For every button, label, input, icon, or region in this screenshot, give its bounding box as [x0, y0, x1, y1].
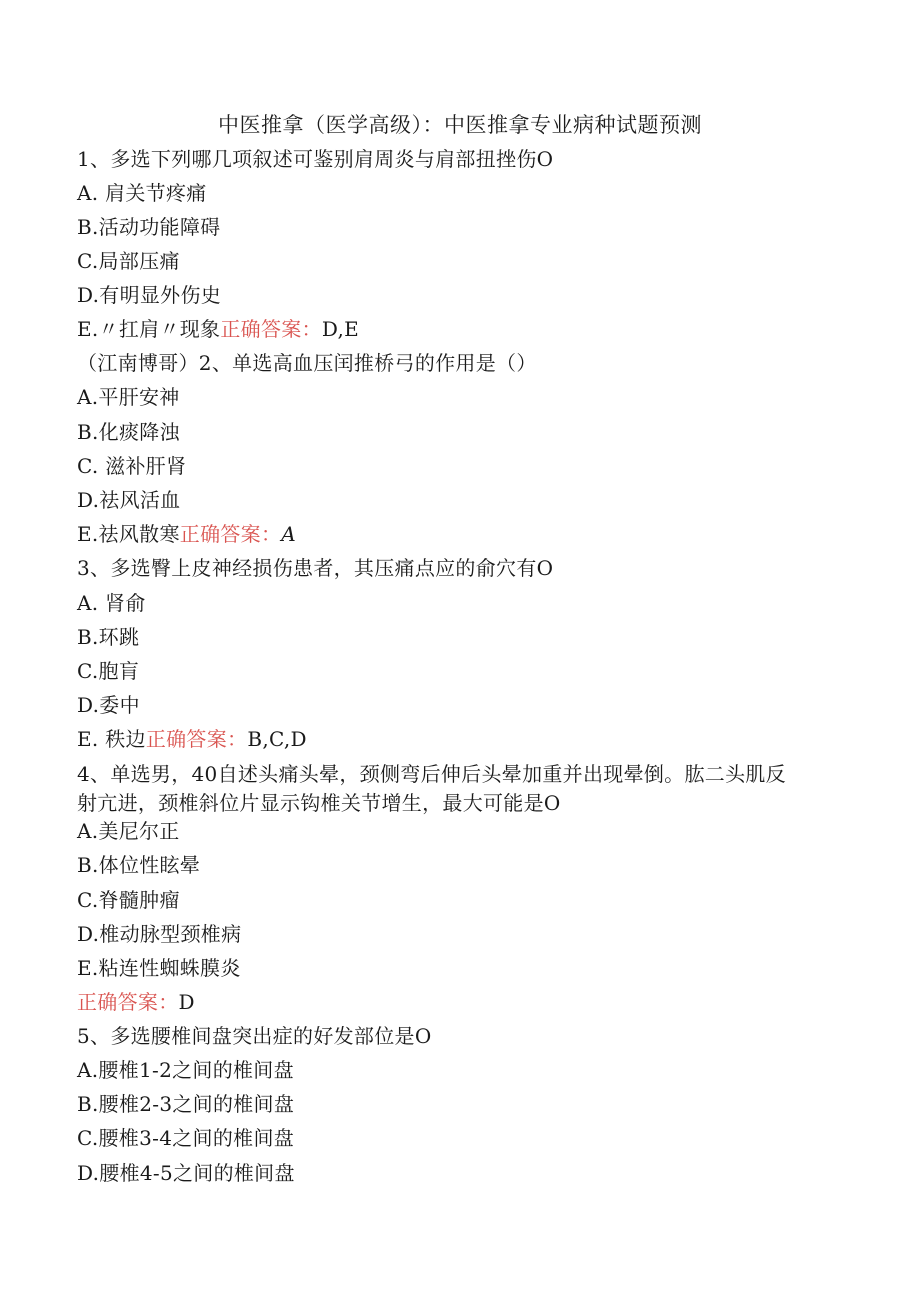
question-5-option-a: A.腰椎1-2之间的椎间盘: [77, 1058, 294, 1082]
question-4-option-a: A.美尼尔正: [77, 819, 180, 843]
question-1-option-a: A. 肩关节疼痛: [77, 181, 207, 205]
question-5-option-c: C.腰椎3-4之间的椎间盘: [77, 1126, 295, 1150]
answer-label: 正确答案：: [179, 522, 282, 546]
question-4-option-d: D.椎动脉型颈椎病: [77, 922, 242, 946]
answer-label: 正确答案：: [220, 317, 322, 341]
question-1-option-d: D.有明显外伤史: [77, 283, 222, 307]
question-1-option-b: B.活动功能障碍: [77, 215, 221, 239]
question-3-option-c: C.胞肓: [77, 659, 140, 683]
question-4-stem-line-2: 射亢进，颈椎斜位片显示钩椎关节增生，最大可能是O: [77, 791, 561, 815]
answer-label: 正确答案：: [77, 990, 179, 1014]
question-2-option-d: D.祛风活血: [77, 488, 181, 512]
answer-value: D,E: [321, 317, 360, 341]
question-2-option-c: C. 滋补肝肾: [77, 454, 187, 478]
question-5-option-b: B.腰椎2-3之间的椎间盘: [77, 1092, 295, 1116]
question-3-option-e-row: [77, 725, 307, 753]
question-3-option-a: A. 肾俞: [77, 591, 146, 615]
question-2-option-a: A.平肝安神: [77, 385, 180, 409]
question-3-stem: 3、多选臀上皮神经损伤患者，其压痛点应的俞穴有O: [77, 556, 554, 580]
question-1-option-e: E.〃扛肩〃现象: [77, 317, 221, 341]
question-3-option-d: D.委中: [77, 693, 140, 717]
answer-value: A: [281, 522, 297, 546]
question-2-stem: （江南博哥）2、单选高血压闰推桥弓的作用是（）: [77, 351, 537, 375]
page-title: 中医推拿（医学高级）：中医推拿专业病种试题预测: [218, 113, 702, 137]
question-1-option-c: C.局部压痛: [77, 249, 180, 273]
question-4-option-c: C.脊髓肿瘤: [77, 888, 180, 912]
answer-label: 正确答案：: [145, 727, 248, 751]
question-1-stem: 1、多选下列哪几项叙述可鉴别肩周炎与肩部扭挫伤O: [77, 147, 554, 171]
question-3-option-e: E. 秩边: [77, 727, 146, 751]
question-4-answer-row: [77, 988, 195, 1016]
answer-value: B,C,D: [247, 727, 307, 751]
question-4-option-e: E.粘连性蜘蛛膜炎: [77, 956, 241, 980]
question-4-stem-line-1: 4、单选男，40自述头痛头晕，颈侧弯后伸后头晕加重并出现晕倒。肱二头肌反: [77, 762, 786, 786]
question-3-option-b: B.环跳: [77, 625, 140, 649]
question-5-stem: 5、多选腰椎间盘突出症的好发部位是O: [77, 1024, 432, 1048]
question-4-option-b: B.体位性眩晕: [77, 853, 201, 877]
question-1-option-e-row: [77, 315, 359, 343]
question-5-option-d: D.腰椎4-5之间的椎间盘: [77, 1161, 295, 1185]
answer-value: D: [178, 990, 195, 1014]
question-2-option-e: E.祛风散寒: [77, 522, 180, 546]
question-2-option-e-row: [77, 520, 296, 548]
question-2-option-b: B.化痰降浊: [77, 420, 180, 444]
